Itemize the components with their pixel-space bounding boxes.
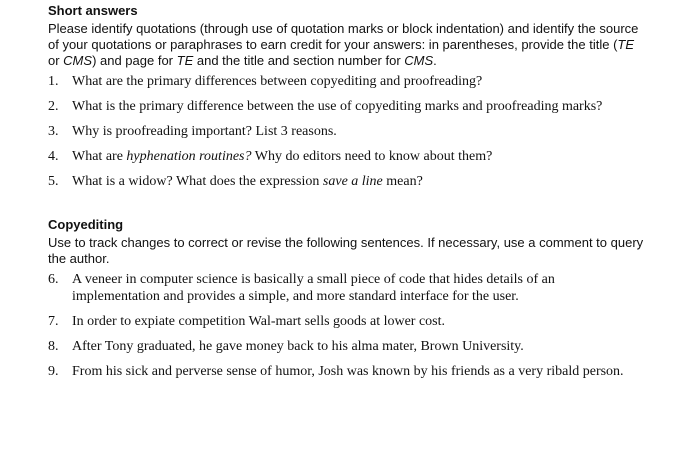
item-number: 9. xyxy=(48,364,59,379)
list-item xyxy=(48,148,632,165)
list-item xyxy=(48,313,632,330)
item-text-post: Why do editors need to know about them? xyxy=(251,149,493,164)
item-number: 4. xyxy=(48,149,59,164)
short-answers-instructions: Please identify quotations (through use of quotation marks or block indentation) and identify the source of your quotations or paraphrases to earn credit for your answers: in parentheses, provide the title (TE or CMS) and page for TE and the title and section number for CMS. xyxy=(48,21,639,68)
item-number: 1. xyxy=(48,74,59,89)
item-text: Why is proofreading important? List 3 reasons. xyxy=(72,124,337,139)
item-text: A veneer in computer science is basically a small piece of code that hides details of an implementation and provides a simple, and more standard interface for the user. xyxy=(72,272,555,304)
item-text: In order to expiate competition Wal-mart sells goods at lower cost. xyxy=(72,314,446,329)
item-number: 6. xyxy=(48,272,59,287)
item-number: 3. xyxy=(48,124,59,139)
list-item xyxy=(48,98,632,115)
item-number: 8. xyxy=(48,339,59,354)
copyediting-list xyxy=(48,271,700,380)
item-text: After Tony graduated, he gave money back to his alma mater, Brown University. xyxy=(72,339,524,354)
item-number: 5. xyxy=(48,174,59,189)
copyediting-instructions: Use to track changes to correct or revise the following sentences. If necessary, use a comment to query the author. xyxy=(48,235,644,266)
item-text: From his sick and perverse sense of humor, Josh was known by his friends as a very ribald person. xyxy=(72,364,624,379)
item-number: 2. xyxy=(48,99,59,114)
short-answers-heading: Short answers xyxy=(48,3,138,18)
item-text-emphasis: hyphenation routines? xyxy=(126,149,252,164)
list-item xyxy=(48,73,632,90)
item-text: What are the primary differences between copyediting and proofreading? xyxy=(72,74,483,89)
copyediting-heading: Copyediting xyxy=(48,217,124,232)
item-text-emphasis: save a line xyxy=(322,174,383,189)
copyediting-section xyxy=(48,216,700,380)
list-item xyxy=(48,338,632,355)
item-text-post: mean? xyxy=(382,174,423,189)
item-text-pre: What are xyxy=(72,149,127,164)
list-item xyxy=(48,123,632,140)
section-gap xyxy=(48,198,700,212)
item-text: What is the primary difference between the use of copyediting marks and proofreading marks? xyxy=(72,99,603,114)
list-item xyxy=(48,173,632,190)
item-text-pre: What is a widow? What does the expression xyxy=(72,174,323,189)
item-number: 7. xyxy=(48,314,59,329)
list-item xyxy=(48,271,632,305)
short-answers-list xyxy=(48,73,700,190)
list-item xyxy=(48,363,632,380)
short-answers-section xyxy=(48,2,700,190)
